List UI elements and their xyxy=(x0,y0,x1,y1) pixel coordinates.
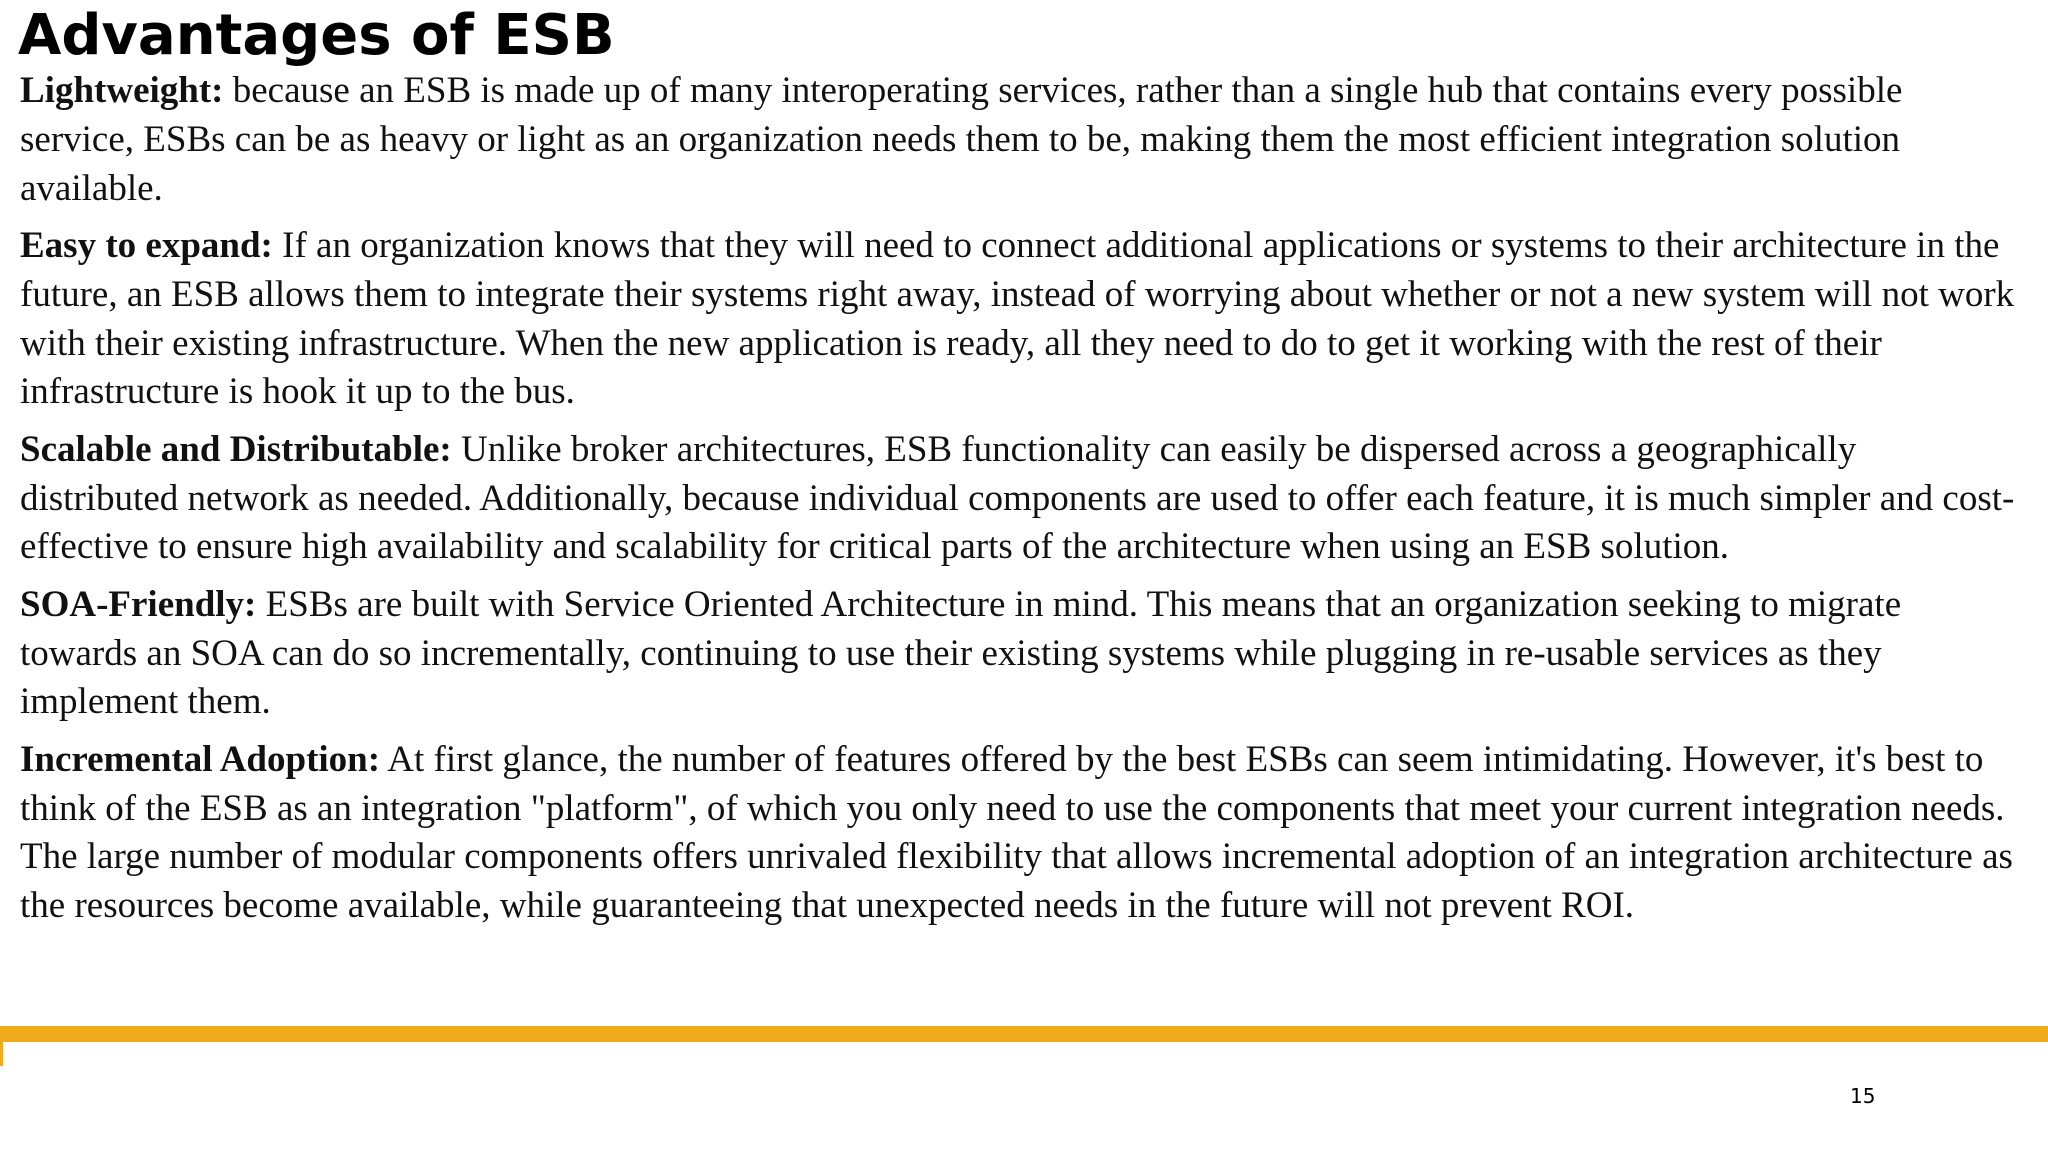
slide-title: Advantages of ESB xyxy=(18,3,615,68)
footer-accent-bar xyxy=(0,1026,2048,1042)
paragraph-scalable-and-distributable xyxy=(20,426,2020,572)
paragraph-text: If an organization knows that they will need to connect additional applications or systems to their architecture in the future, an ESB allows them to integrate their systems right away, instead of worrying about whether or not a new system will not work with their existing infrastructure. When the new application is ready, all they need to do to get it working with the rest of their infrastructure is hook it up to the bus. xyxy=(20,224,2015,413)
paragraph-text: ESBs are built with Service Oriented Architecture in mind. This means that an organization seeking to migrate towards an SOA can do so incrementally, continuing to use their existing systems while plugging in re-usable services as they implement them. xyxy=(20,583,1902,723)
paragraph-lightweight xyxy=(20,67,2020,213)
page-number: 15 xyxy=(1850,1084,1876,1108)
paragraph-heading: SOA-Friendly: xyxy=(20,583,257,625)
paragraph-text: At first glance, the number of features offered by the best ESBs can seem intimidating. However, it's best to think of the ESB as an integration "platform", of which you only need to use the components that meet your current integration needs. The large number of modular components offers unrivaled flexibility that allows incremental adoption of an integration architecture as the resources become available, while guaranteeing that unexpected needs in the future will not prevent ROI. xyxy=(20,738,2013,927)
footer-accent-tick xyxy=(0,1042,3,1066)
slide-body xyxy=(20,67,2020,940)
paragraph-incremental-adoption xyxy=(20,736,2020,931)
paragraph-easy-to-expand xyxy=(20,222,2020,417)
paragraph-heading: Easy to expand: xyxy=(20,224,273,266)
paragraph-text: because an ESB is made up of many interoperating services, rather than a single hub that contains every possible service, ESBs can be as heavy or light as an organization needs them to be, making them the most efficient integration solution available. xyxy=(20,70,1903,209)
paragraph-soa-friendly xyxy=(20,581,2020,727)
paragraph-text: Unlike broker architectures, ESB functionality can easily be dispersed across a geographically distributed network as needed. Additionally, because individual components are used to offer each feature, it is much simpler and cost-effective to ensure high availability and scalability for critical parts of the architecture when using an ESB solution. xyxy=(20,428,2015,568)
paragraph-heading: Lightweight: xyxy=(20,70,224,111)
paragraph-heading: Incremental Adoption: xyxy=(20,738,381,780)
paragraph-heading: Scalable and Distributable: xyxy=(20,428,452,470)
